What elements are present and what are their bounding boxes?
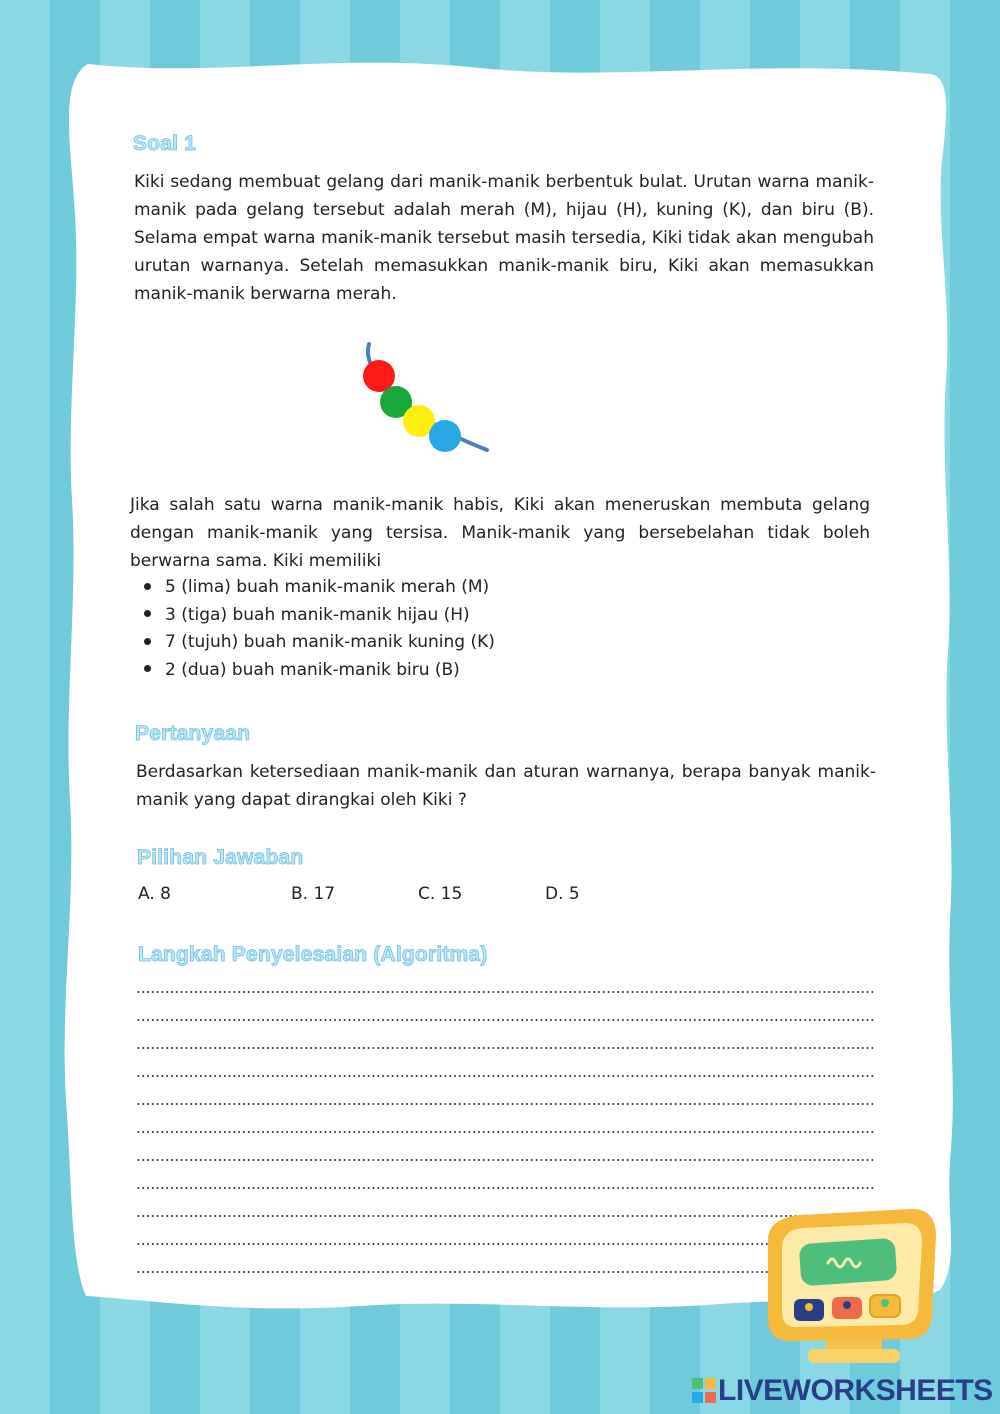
list-item: 2 (dua) buah manik-manik biru (B) (140, 657, 495, 685)
answer-line[interactable] (136, 990, 876, 994)
answer-line[interactable] (136, 1018, 876, 1022)
option-b[interactable]: B. 17 (291, 884, 336, 904)
bullet-icon (144, 610, 151, 617)
answer-line[interactable] (136, 1158, 876, 1162)
bullet-icon (144, 583, 151, 590)
steps-title: Langkah Penyelesaian (Algoritma) (138, 943, 488, 966)
intro-paragraph: Kiki sedang membuat gelang dari manik-manik berbentuk bulat. Urutan warna manik-manik pada gelang tersebut adalah merah (M), hijau (H), kuning (K), dan biru (B). Selama empat warna manik-manik tersebut masih tersedia, Kiki tidak akan mengubah urutan warnanya. Setelah memasukkan manik-manik biru, Kiki akan memasukkan manik-manik berwarna merah. (134, 172, 874, 304)
bead-count-list (140, 574, 495, 684)
options-title: Pilihan Jawaban (137, 846, 304, 869)
list-item: 7 (tujuh) buah manik-manik kuning (K) (140, 629, 495, 657)
option-a[interactable]: A. 8 (138, 884, 171, 904)
computer-monitor-icon (760, 1205, 945, 1370)
answer-line[interactable] (136, 1074, 876, 1078)
bullet-icon (144, 665, 151, 672)
live-badge-icon (692, 1376, 718, 1406)
option-d[interactable]: D. 5 (545, 884, 580, 904)
answer-line[interactable] (136, 1186, 876, 1190)
question-paragraph: Berdasarkan ketersediaan manik-manik dan aturan warnanya, berapa banyak manik-manik yang dapat dirangkai oleh Kiki ? (136, 762, 876, 810)
answer-line[interactable] (136, 1046, 876, 1050)
answer-line[interactable] (136, 1102, 876, 1106)
soal-title: Soal 1 (133, 132, 197, 155)
list-item: 5 (lima) buah manik-manik merah (M) (140, 574, 495, 602)
list-item: 3 (tiga) buah manik-manik hijau (H) (140, 602, 495, 630)
bullet-icon (144, 638, 151, 645)
logo-text: LIVEWORKSHEETS (718, 1374, 993, 1407)
rule-paragraph: Jika salah satu warna manik-manik habis, Kiki akan meneruskan membuta gelang dengan manik-manik yang tersisa. Manik-manik yang bersebelahan tidak boleh berwarna sama. Kiki memiliki (130, 495, 870, 571)
question-title: Pertanyaan (135, 722, 251, 745)
liveworksheets-logo[interactable] (692, 1374, 993, 1408)
bead-string-illustration (355, 340, 495, 455)
bead-blue (429, 420, 461, 452)
answer-line[interactable] (136, 1130, 876, 1134)
option-c[interactable]: C. 15 (418, 884, 463, 904)
